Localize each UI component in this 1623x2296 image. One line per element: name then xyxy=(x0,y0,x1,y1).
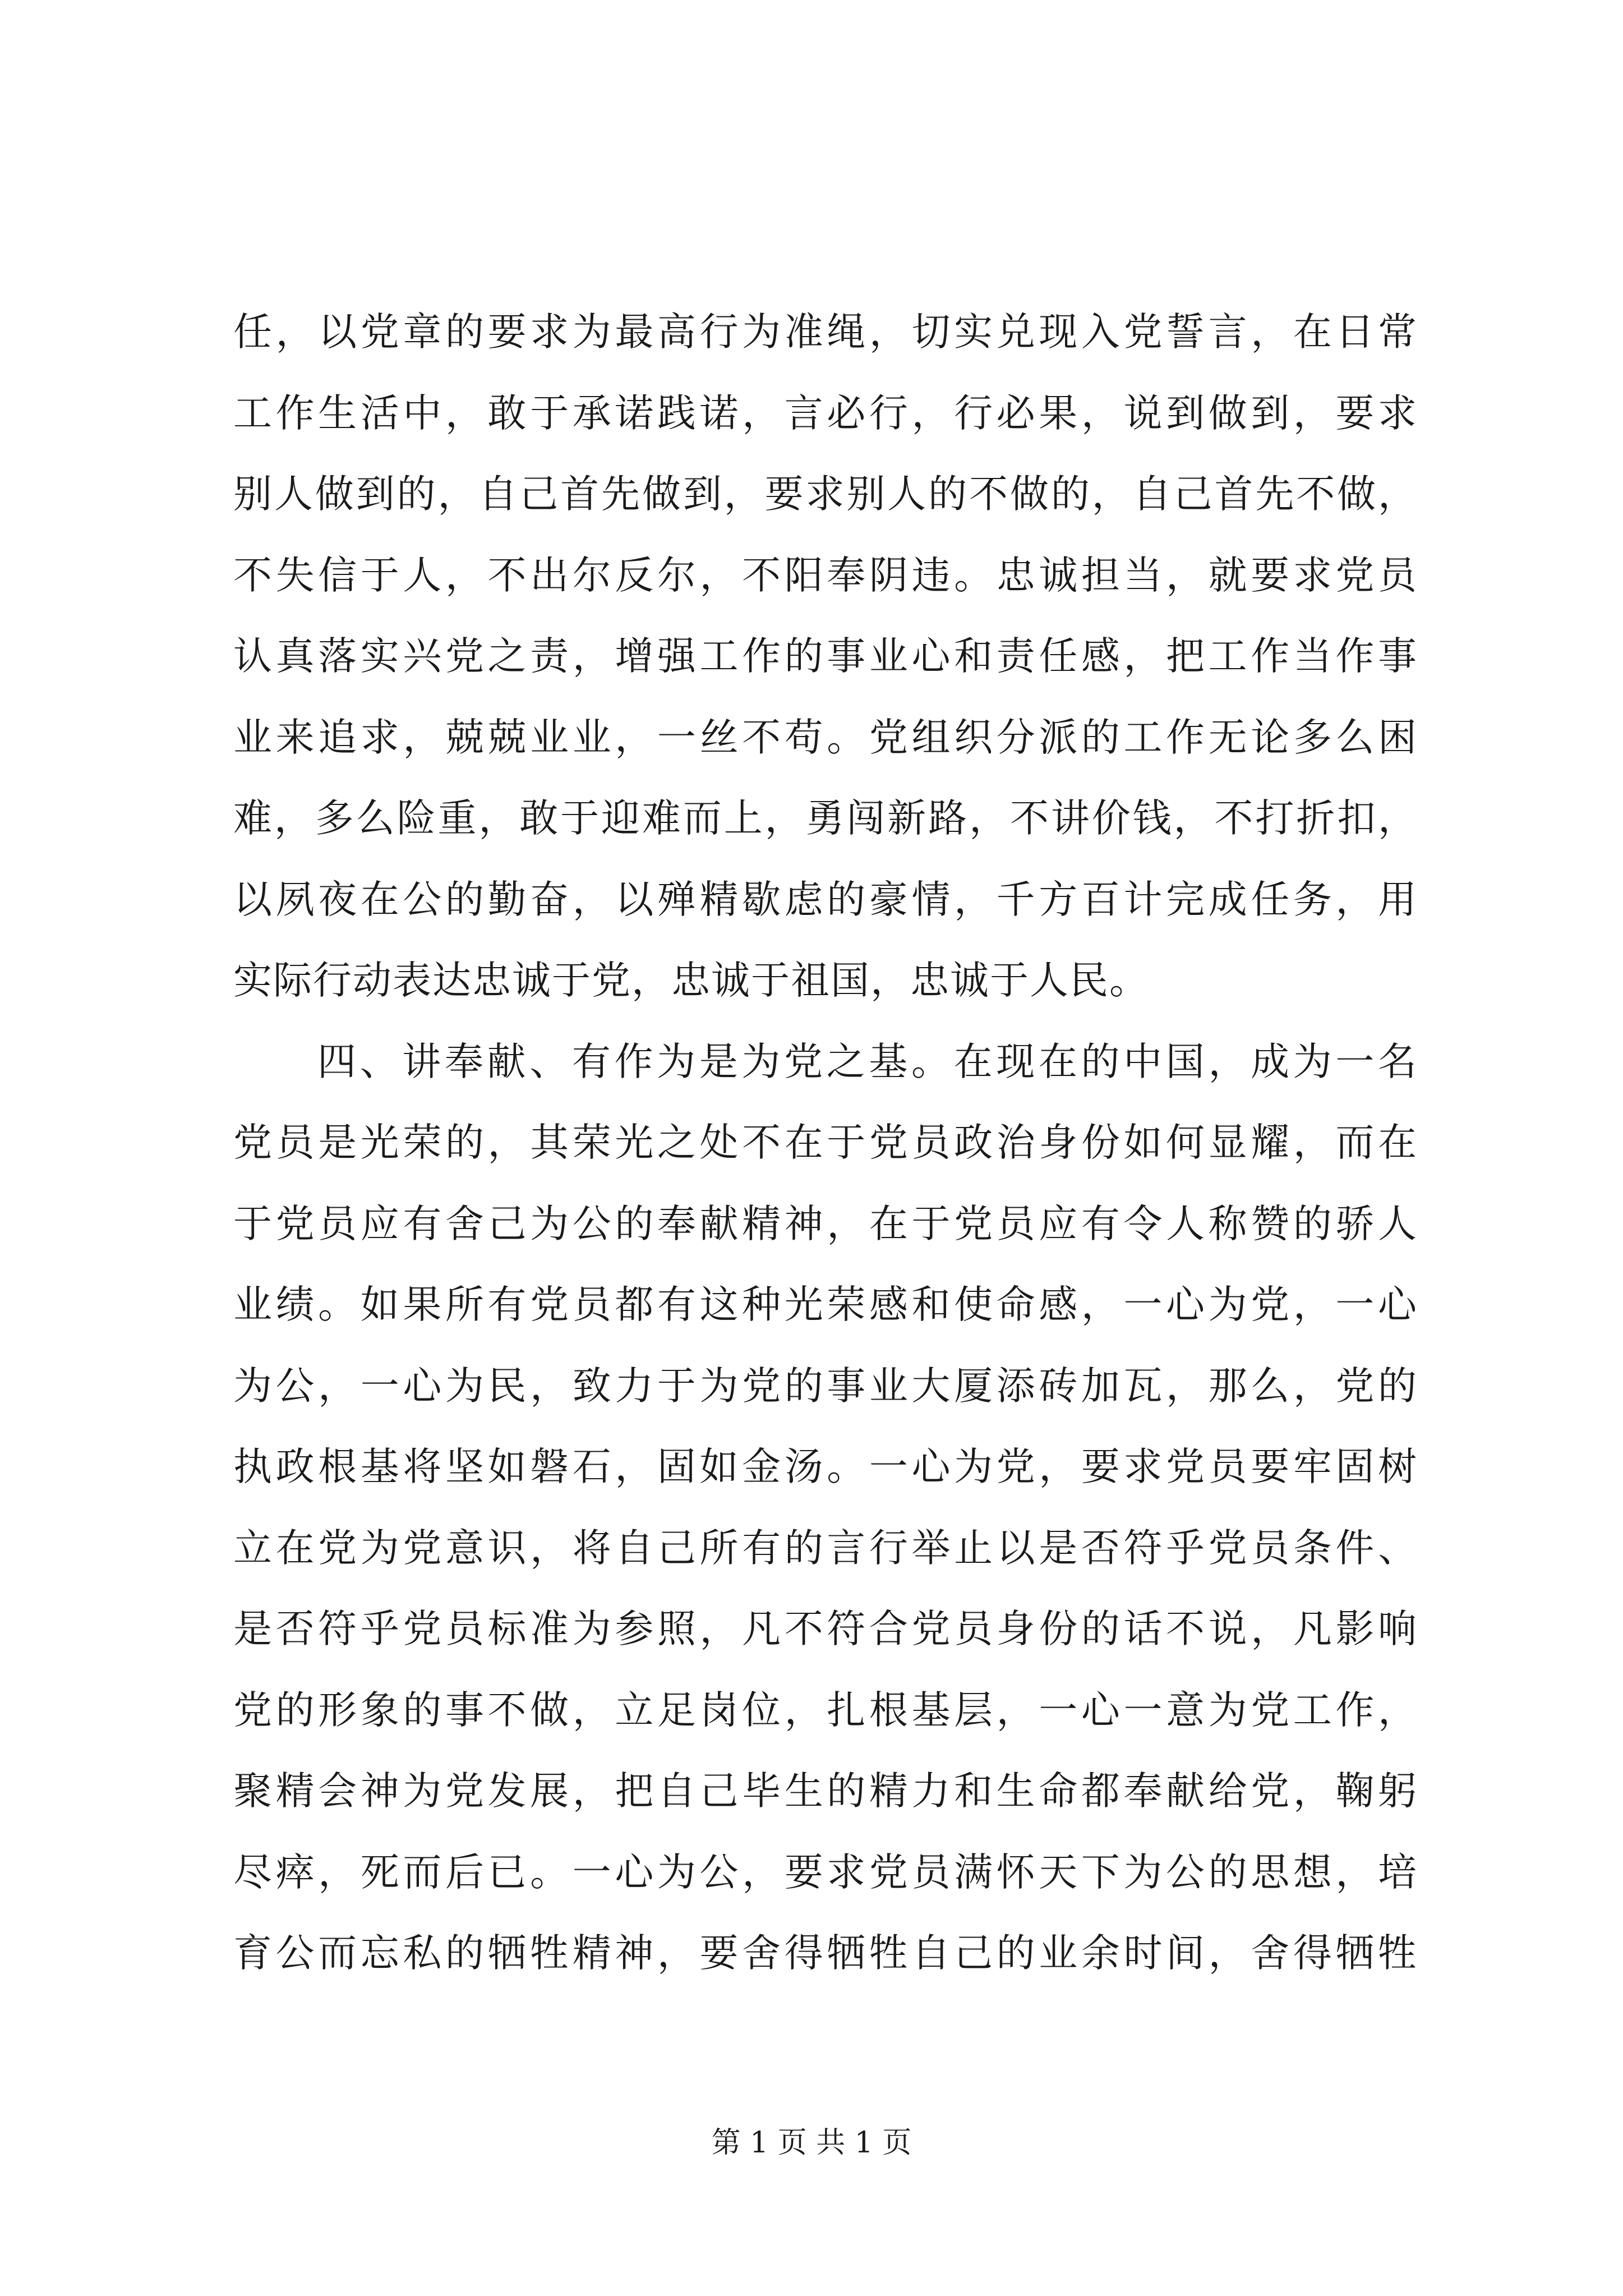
paragraph xyxy=(233,1022,1418,1994)
text-line: 立在党为党意识，将自己所有的言行举止以是否符乎党员条件、 xyxy=(233,1525,1418,1571)
text-line: 不失信于人，不出尔反尔，不阳奉阴违。忠诚担当，就要求党员 xyxy=(233,553,1418,598)
text-line: 业来追求，兢兢业业，一丝不苟。党组织分派的工作无论多么困 xyxy=(233,715,1418,760)
page-footer xyxy=(0,2120,1623,2165)
text-line: 尽瘁，死而后已。一心为公，要求党员满怀天下为公的思想，培 xyxy=(233,1849,1418,1895)
paragraph xyxy=(233,292,1418,1022)
text-line: 工作生活中，敢于承诺践诺，言必行，行必果，说到做到，要求 xyxy=(233,390,1418,436)
text-line: 于党员应有舍己为公的奉献精神，在于党员应有令人称赞的骄人 xyxy=(233,1201,1418,1246)
text-line: 业绩。如果所有党员都有这种光荣感和使命感，一心为党，一心 xyxy=(233,1282,1418,1327)
text-line: 育公而忘私的牺牲精神，要舍得牺牲自己的业余时间，舍得牺牲 xyxy=(233,1931,1418,1976)
text-line: 党的形象的事不做，立足岗位，扎根基层，一心一意为党工作， xyxy=(233,1687,1418,1733)
text-line: 是否符乎党员标准为参照，凡不符合党员身份的话不说，凡影响 xyxy=(233,1607,1418,1651)
text-line: 以夙夜在公的勤奋，以殚精歇虑的豪情，千方百计完成任务，用 xyxy=(233,877,1418,922)
text-line: 别人做到的，自己首先做到，要求别人的不做的，自己首先不做， xyxy=(233,472,1418,517)
document-body xyxy=(233,292,1418,1994)
text-line: 执政根基将坚如磐石，固如金汤。一心为党，要求党员要牢固树 xyxy=(233,1444,1418,1489)
text-line: 认真落实兴党之责，增强工作的事业心和责任感，把工作当作事 xyxy=(233,634,1418,679)
text-line: 实际行动表达忠诚于党，忠诚于祖国，忠诚于人民。 xyxy=(233,958,1149,1003)
text-line: 四、讲奉献、有作为是为党之基。在现在的中国，成为一名 xyxy=(317,1039,1418,1084)
text-line: 为公，一心为民，致力于为党的事业大厦添砖加瓦，那么，党的 xyxy=(233,1363,1418,1409)
text-line: 党员是光荣的，其荣光之处不在于党员政治身份如何显耀，而在 xyxy=(233,1120,1418,1165)
text-line: 聚精会神为党发展，把自己毕生的精力和生命都奉献给党，鞠躬 xyxy=(233,1769,1418,1814)
page-number-label: 第 1 页 共 1 页 xyxy=(711,2126,912,2160)
text-line: 难，多么险重，敢于迎难而上，勇闯新路，不讲价钱，不打折扣， xyxy=(233,796,1418,841)
text-line: 任，以党章的要求为最高行为准绳，切实兑现入党誓言，在日常 xyxy=(233,310,1418,355)
